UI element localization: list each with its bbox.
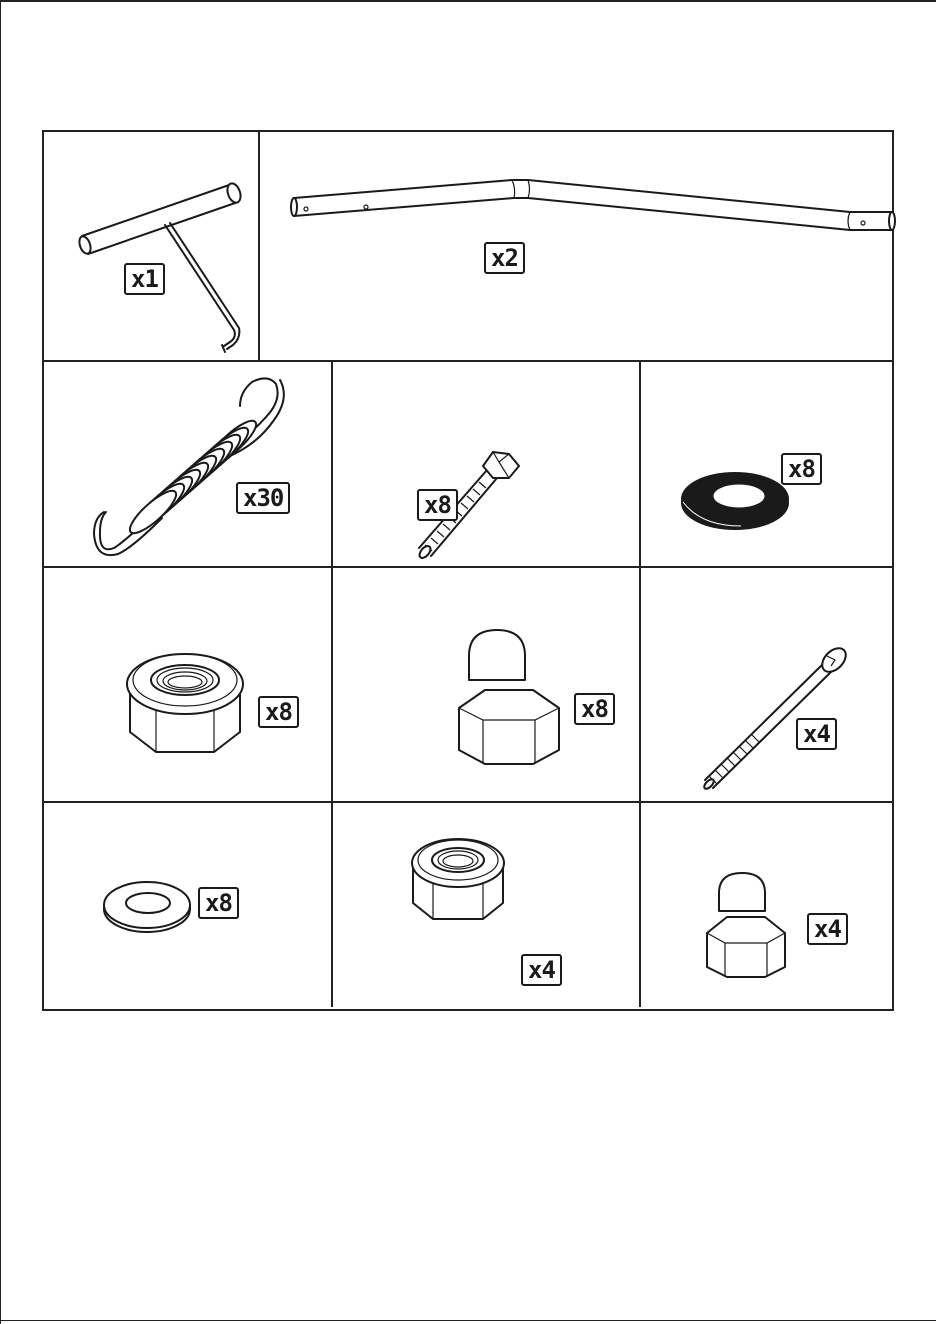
lock-nut-icon xyxy=(333,803,639,1007)
quantity-badge: x2 xyxy=(484,242,525,274)
part-cell-lock-nut-large xyxy=(44,568,331,801)
quantity-badge: x8 xyxy=(417,489,458,521)
acorn-cap-nut-icon xyxy=(641,803,892,1007)
quantity-badge: x4 xyxy=(796,718,837,750)
part-cell-cap-nut-large xyxy=(333,568,639,801)
part-cell-carriage-bolt xyxy=(641,568,892,801)
quantity-badge: x4 xyxy=(807,913,848,945)
flat-washer-icon xyxy=(44,803,331,1007)
long-bolt-icon xyxy=(641,568,892,801)
quantity-badge: x4 xyxy=(521,954,562,986)
part-cell-spring xyxy=(44,362,331,566)
curved-frame-tube-icon xyxy=(260,132,892,360)
quantity-badge: x30 xyxy=(236,482,290,514)
hex-bolt-icon xyxy=(333,362,639,566)
quantity-badge: x8 xyxy=(258,696,299,728)
part-cell-hex-bolt xyxy=(333,362,639,566)
page-border-left xyxy=(0,0,1,1324)
page-border-bottom xyxy=(0,1320,936,1321)
extension-spring-icon xyxy=(44,362,331,566)
part-cell-rubber-washer xyxy=(641,362,892,566)
part-cell-cap-nut-small xyxy=(641,803,892,1007)
quantity-badge: x8 xyxy=(198,887,239,919)
t-handle-spring-tool-icon xyxy=(44,132,258,360)
quantity-badge: x1 xyxy=(124,263,165,295)
part-cell-curved-tube xyxy=(260,132,892,360)
lock-nut-icon xyxy=(44,568,331,801)
page-border-top xyxy=(0,0,936,2)
part-cell-flat-washer xyxy=(44,803,331,1007)
quantity-badge: x8 xyxy=(574,693,615,725)
quantity-badge: x8 xyxy=(781,453,822,485)
rubber-washer-icon xyxy=(641,362,892,566)
acorn-cap-nut-icon xyxy=(333,568,639,801)
part-cell-t-handle-tool xyxy=(44,132,258,360)
part-cell-lock-nut-small xyxy=(333,803,639,1007)
